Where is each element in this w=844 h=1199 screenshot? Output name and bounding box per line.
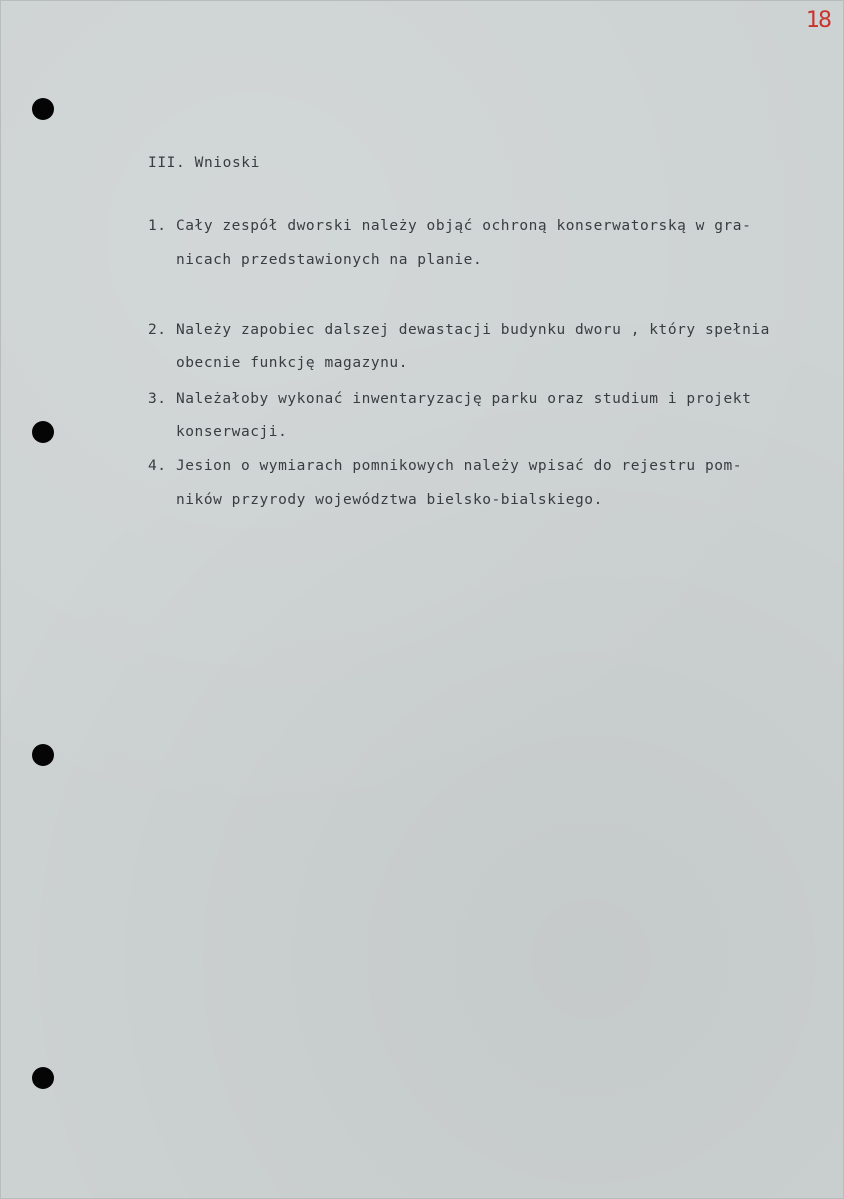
punch-hole	[32, 1067, 54, 1089]
item-text-line: Należałoby wykonać inwentaryzację parku oraz studium i projekt	[176, 391, 752, 407]
item-number: 3.	[148, 391, 167, 407]
item-text-line: ników przyrody województwa bielsko-bialskiego.	[176, 492, 603, 508]
page-number: 18	[806, 8, 830, 33]
punch-hole	[32, 421, 54, 443]
item-text-line: Należy zapobiec dalszej dewastacji budynku dworu , który spełnia	[176, 322, 770, 338]
punch-hole	[32, 744, 54, 766]
item-text-line: konserwacji.	[176, 424, 288, 440]
item-text-line: Jesion o wymiarach pomnikowych należy wpisać do rejestru pom-	[176, 458, 743, 474]
section-heading: III. Wnioski	[148, 155, 260, 171]
item-number: 2.	[148, 322, 167, 338]
item-number: 4.	[148, 458, 167, 474]
item-text-line: obecnie funkcję magazynu.	[176, 355, 408, 371]
item-number: 1.	[148, 218, 167, 234]
item-text-line: nicach przedstawionych na planie.	[176, 252, 483, 268]
item-text-line: Cały zespół dworski należy objąć ochroną konserwatorską w gra-	[176, 218, 752, 234]
punch-hole	[32, 98, 54, 120]
